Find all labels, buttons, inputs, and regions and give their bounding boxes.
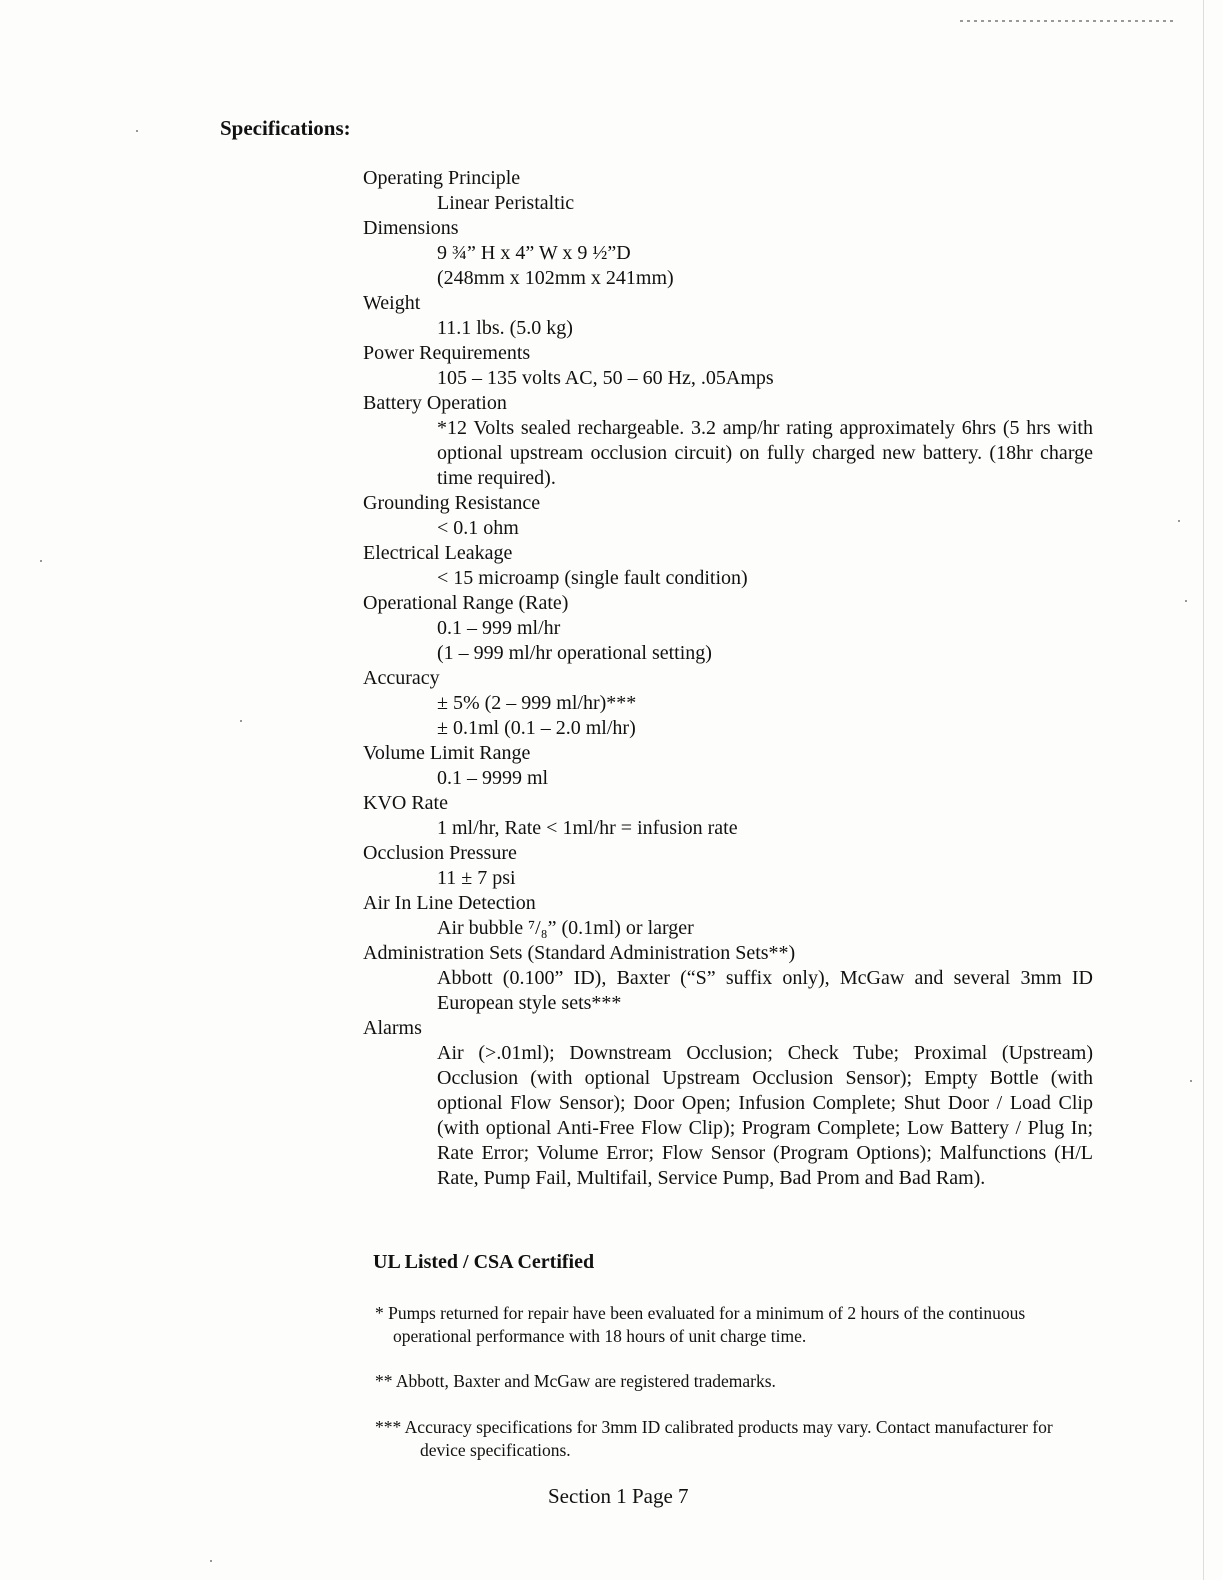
scan-edge — [1203, 0, 1204, 1580]
spec-value: Air bubble ⁷/₈” (0.1ml) or larger — [437, 917, 694, 939]
spec-label: Air In Line Detection — [363, 892, 536, 914]
spec-value: (1 – 999 ml/hr operational setting) — [437, 642, 712, 664]
spec-value: 11 ± 7 psi — [437, 867, 516, 889]
spec-label: Battery Operation — [363, 392, 507, 414]
spec-value: *12 Volts sealed rechargeable. 3.2 amp/hr rating approximately 6hrs (5 hrs with optional upstream occlusion circuit) on fully charged new battery. (18hr charge time required). — [437, 417, 1093, 489]
spec-value: 11.1 lbs. (5.0 kg) — [437, 317, 573, 339]
spec-label: Accuracy — [363, 667, 440, 689]
spec-label: Alarms — [363, 1017, 422, 1039]
scan-speck — [1185, 600, 1187, 602]
spec-value: 1 ml/hr, Rate < 1ml/hr = infusion rate — [437, 817, 738, 839]
spec-value: < 0.1 ohm — [437, 517, 519, 539]
spec-label: Operational Range (Rate) — [363, 592, 569, 614]
spec-value: 0.1 – 999 ml/hr — [437, 617, 561, 639]
scan-speck — [1178, 520, 1180, 522]
certification-heading: UL Listed / CSA Certified — [373, 1251, 595, 1273]
spec-label: Occlusion Pressure — [363, 842, 517, 864]
scan-speck — [136, 130, 138, 132]
spec-label: Electrical Leakage — [363, 542, 513, 564]
spec-label: Dimensions — [363, 217, 459, 239]
spec-value: (248mm x 102mm x 241mm) — [437, 267, 674, 289]
spec-label: Weight — [363, 292, 421, 314]
specifications-list — [363, 166, 1093, 1191]
section-heading: Specifications: — [220, 116, 351, 140]
spec-value: Abbott (0.100” ID), Baxter (“S” suffix only), McGaw and several 3mm ID European style sets*** — [437, 967, 1093, 1014]
scan-speck — [1190, 1080, 1192, 1082]
spec-value: < 15 microamp (single fault condition) — [437, 567, 748, 589]
spec-label: Grounding Resistance — [363, 492, 541, 514]
spec-label: KVO Rate — [363, 792, 448, 814]
footnote-2: ** Abbott, Baxter and McGaw are registered trademarks. — [375, 1371, 776, 1391]
scan-speck — [40, 560, 42, 562]
footnote-3: *** Accuracy specifications for 3mm ID calibrated products may vary. Contact manufacturer for device specifications. — [375, 1417, 1053, 1460]
scan-speck — [210, 1560, 212, 1562]
scan-artifact — [960, 20, 1175, 22]
spec-value: 105 – 135 volts AC, 50 – 60 Hz, .05Amps — [437, 367, 774, 389]
spec-value: ± 0.1ml (0.1 – 2.0 ml/hr) — [437, 717, 636, 739]
spec-value: Linear Peristaltic — [437, 192, 575, 214]
page-footer: Section 1 Page 7 — [548, 1484, 689, 1508]
spec-label: Volume Limit Range — [363, 742, 531, 764]
footnote-1: * Pumps returned for repair have been evaluated for a minimum of 2 hours of the continuous operational performance with 18 hours of unit charge time. — [375, 1303, 1026, 1346]
spec-label: Power Requirements — [363, 342, 531, 364]
spec-label: Administration Sets (Standard Administration Sets**) — [363, 942, 796, 964]
spec-value: Air (>.01ml); Downstream Occlusion; Check Tube; Proximal (Upstream) Occlusion (with optional Upstream Occlusion Sensor); Empty Bottle (with optional Flow Sensor); Door Open; Infusion Complete; Shut Door / Load Clip (with optional Anti-Free Flow Clip); Program Complete; Low Battery / Plug In; Rate Error; Volume Error; Flow Sensor (Program Options); Malfunctions (H/L Rate, Pump Fail, Multifail, Service Pump, Bad Prom and Bad Ram). — [437, 1042, 1093, 1189]
spec-value: 0.1 – 9999 ml — [437, 767, 549, 789]
spec-value: ± 5% (2 – 999 ml/hr)*** — [437, 692, 637, 714]
spec-label: Operating Principle — [363, 167, 521, 189]
scan-speck — [240, 720, 242, 722]
spec-value: 9 ¾” H x 4” W x 9 ½”D — [437, 242, 631, 264]
